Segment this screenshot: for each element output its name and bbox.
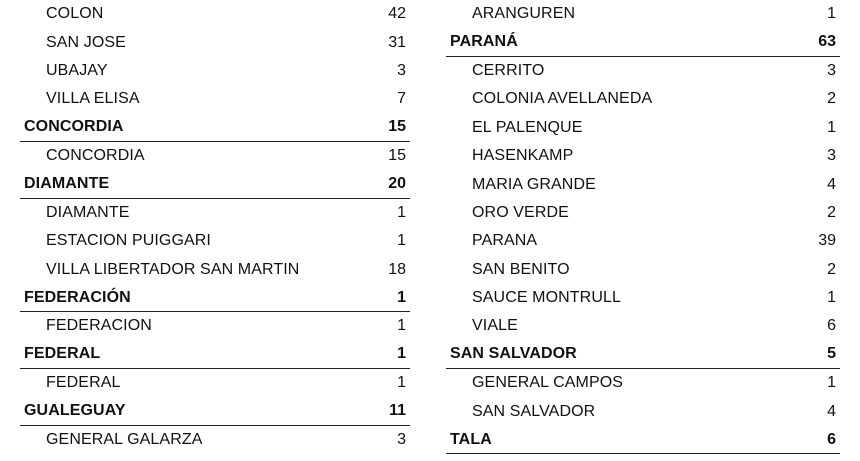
locality-name: SAN BENITO — [472, 260, 570, 278]
locality-name: CONCORDIA — [46, 147, 145, 165]
locality-count: 6 — [827, 317, 836, 335]
locality-name: CERRITO — [472, 61, 545, 79]
locality-count: 1 — [827, 118, 836, 136]
locality-count: 7 — [397, 90, 406, 108]
locality-name: COLONIA AVELLANEDA — [472, 90, 653, 108]
department-total: 11 — [389, 402, 406, 420]
locality-name: VIALE — [472, 317, 518, 335]
locality-name: COLON — [46, 5, 104, 23]
department-name: CONCORDIA — [24, 118, 124, 136]
locality-count: 42 — [388, 5, 406, 23]
locality-name: DIAMANTE — [46, 203, 130, 221]
locality-row — [446, 170, 840, 198]
department-row — [20, 170, 410, 198]
locality-count: 31 — [388, 33, 406, 51]
locality-row — [446, 57, 840, 85]
locality-count: 3 — [397, 431, 406, 449]
locality-name: ARANGUREN — [472, 5, 576, 23]
locality-count: 1 — [827, 5, 836, 23]
locality-row — [446, 284, 840, 312]
department-total: 15 — [388, 118, 406, 136]
locality-row — [20, 227, 410, 255]
department-total: 20 — [388, 175, 406, 193]
locality-row — [446, 397, 840, 425]
locality-count: 2 — [827, 260, 836, 278]
department-row — [20, 341, 410, 369]
department-total: 1 — [397, 345, 406, 363]
locality-name: GENERAL CAMPOS — [472, 374, 624, 392]
locality-count: 4 — [827, 175, 836, 193]
department-total: 6 — [827, 430, 836, 448]
locality-count: 39 — [818, 232, 836, 250]
locality-row — [20, 57, 410, 85]
locality-name: SAN SALVADOR — [472, 402, 596, 420]
locality-count: 18 — [388, 260, 406, 278]
locality-count: 3 — [827, 147, 836, 165]
locality-row — [446, 199, 840, 227]
locality-row — [446, 85, 840, 113]
department-row — [20, 284, 410, 312]
locality-name: VILLA LIBERTADOR SAN MARTIN — [46, 260, 300, 278]
locality-count: 1 — [397, 232, 406, 250]
department-row — [446, 341, 840, 369]
locality-name: ESTACION PUIGGARI — [46, 232, 211, 250]
locality-row — [20, 312, 410, 340]
locality-row — [20, 199, 410, 227]
department-name: GUALEGUAY — [24, 402, 126, 420]
department-row — [20, 114, 410, 142]
left-column-table — [20, 0, 410, 454]
locality-count: 1 — [827, 374, 836, 392]
department-total: 5 — [827, 345, 836, 363]
locality-row — [20, 426, 410, 454]
department-total: 1 — [397, 288, 406, 306]
locality-row — [20, 256, 410, 284]
locality-row — [446, 0, 840, 28]
department-name: TALA — [450, 430, 492, 448]
locality-count: 1 — [397, 317, 406, 335]
department-name: PARANÁ — [450, 33, 518, 51]
right-column-table — [446, 0, 840, 454]
locality-name: FEDERACION — [46, 317, 152, 335]
locality-name: SAN JOSE — [46, 33, 126, 51]
locality-name: HASENKAMP — [472, 147, 574, 165]
locality-count: 2 — [827, 203, 836, 221]
locality-row — [446, 114, 840, 142]
department-name: DIAMANTE — [24, 175, 110, 193]
locality-name: MARIA GRANDE — [472, 175, 596, 193]
locality-row — [20, 28, 410, 56]
department-row — [446, 28, 840, 56]
locality-row — [20, 369, 410, 397]
locality-name: EL PALENQUE — [472, 118, 583, 136]
locality-count: 4 — [827, 402, 836, 420]
locality-count: 1 — [397, 374, 406, 392]
locality-row — [20, 0, 410, 28]
locality-row — [446, 312, 840, 340]
locality-count: 1 — [397, 203, 406, 221]
department-name: FEDERAL — [24, 345, 101, 363]
department-total: 63 — [818, 33, 836, 51]
locality-count: 3 — [827, 61, 836, 79]
locality-row — [20, 142, 410, 170]
locality-count: 15 — [388, 147, 406, 165]
locality-row — [446, 369, 840, 397]
locality-row — [446, 227, 840, 255]
locality-name: FEDERAL — [46, 374, 121, 392]
locality-row — [446, 256, 840, 284]
locality-name: UBAJAY — [46, 61, 108, 79]
department-row — [446, 426, 840, 454]
department-row — [20, 397, 410, 425]
locality-name: ORO VERDE — [472, 203, 569, 221]
department-name: SAN SALVADOR — [450, 345, 577, 363]
locality-name: GENERAL GALARZA — [46, 431, 203, 449]
locality-name: VILLA ELISA — [46, 90, 140, 108]
locality-name: PARANA — [472, 232, 538, 250]
locality-count: 3 — [397, 61, 406, 79]
locality-count: 1 — [827, 289, 836, 307]
locality-name: SAUCE MONTRULL — [472, 289, 621, 307]
locality-row — [446, 142, 840, 170]
locality-count: 2 — [827, 90, 836, 108]
locality-row — [20, 85, 410, 113]
department-name: FEDERACIÓN — [24, 288, 131, 306]
